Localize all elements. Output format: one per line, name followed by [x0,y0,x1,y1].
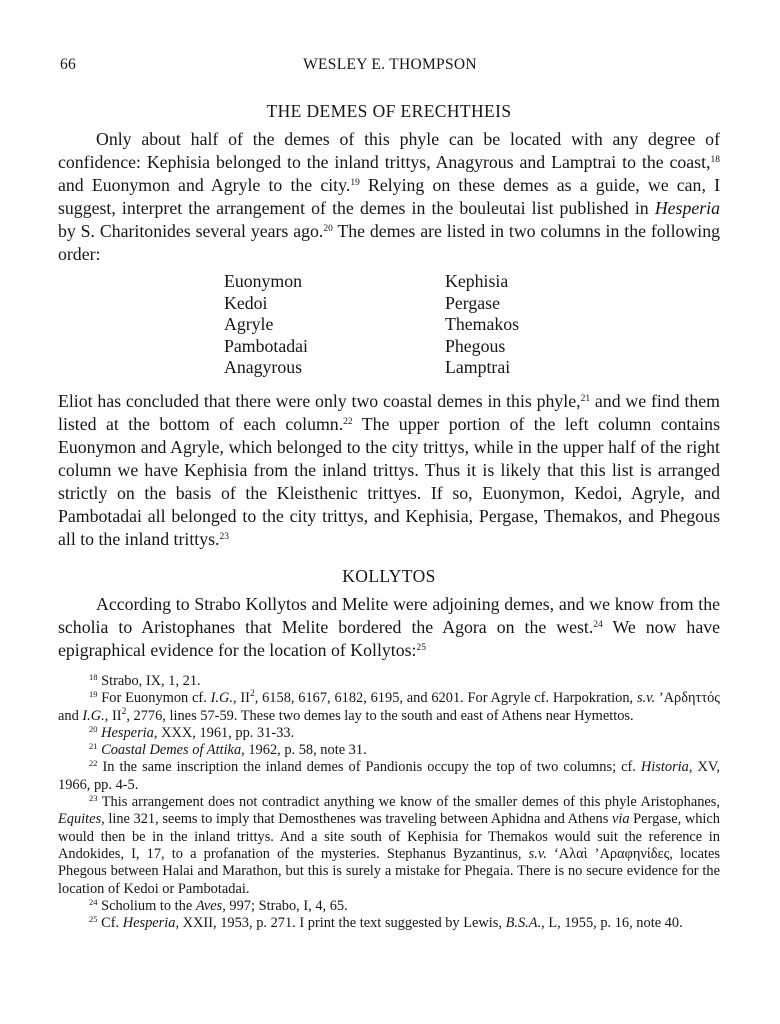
running-title: WESLEY E. THOMPSON [303,56,477,73]
footnote-24: $^{24}$ Scholium to the Aves, 997; Strabo, I, 4, 65. [89,896,348,914]
footnote-21: $^{21}$ Coastal Demes of Attika, 1962, p. 58, note 31. [89,741,367,759]
footnote-20: $^{20}$ Hesperia, XXX, 1961, pp. 31-33. [89,723,295,741]
footnote-number: 22 [89,758,98,769]
deme-name: Lamptrai [445,357,511,377]
deme-name: Agryle [224,314,274,334]
deme-name: Pambotadai [224,335,308,356]
footnote-23: $^{23}$ This arrangement does not contradict anything we know of the smaller demes of this phyle Aristophanes, Equites, line 321, seems to imply that Demosthenes was traveling between Aphidna and Athens via Pergase, which would then be in the inland trittys. And a site south of Kephisia for Themakos would suit the reference in Andokides, I, 17, to a profanation of the mysteries. Stephanus Byzantinus, s.v. ‘Αλαὶ ’Αραφηνίδες, locates Phegous between Halai and Marathon, but this is surely a mistake for Phegaia. There is no secure evidence for the location of Kedoi or Pambotadai. [58,793,721,897]
footnote-number: 24 [89,896,98,907]
deme-column-left [224,271,308,379]
footnote-number: 19 [89,689,98,700]
deme-name: Anagyrous [224,357,303,377]
deme-name: Phegous [445,335,506,356]
deme-name: Themakos [445,314,520,334]
intro-paragraph: Only about half of the demes of this phyle can be located with any degree of confidence: Kephisia belonged to the inland trittys, Anagyrous and Lamptrai to the coast,$^{18}$ and Euonymon and Agryle to the city.$^{19}$ Relying on these demes as a guide, we can, I suggest, interpret the arrangement of the demes in the bouleutai list published in Hesperia by S. Charitonides several years ago.$^{20}$ The demes are listed in two columns in the following order: [58,129,721,264]
footnote-ref-20: 20 [323,224,333,234]
kollytos-paragraph: According to Strabo Kollytos and Melite were adjoining demes, and we know from the scholia to Aristophanes that Melite bordered the Agora on the west.$^{24}$ We now have epigraphical evidence for the location of Kollytos:$^{25}$ [58,594,720,660]
footnote-ref-22: 22 [343,417,353,427]
deme-column-right [445,271,519,379]
deme-name: Kephisia [445,271,509,291]
discussion-block [58,390,720,551]
section-heading: THE DEMES OF ERECHTHEIS [266,101,512,121]
footnote-number: 20 [89,723,98,734]
footnote-19: $^{19}$ For Euonymon cf. I.G., $II^2$, 6158, 6167, 6182, 6195, and 6201. For Agryle cf. Harpokration, s.v. ’Αρδηττός and I.G., $II^2$, 2776, lines 57-59. These two demes lay to the south and east of Athens near Hymettos. [58,689,721,724]
footnote-25: $^{25}$ Cf. Hesperia, XXII, 1953, p. 271. I print the text suggested by Lewis, B.S.A., L, 1955, p. 16, note 40. [89,914,683,932]
footnote-number: 21 [89,741,98,752]
footnote-ref-24: 24 [593,620,603,630]
footnote-ref-19: 19 [350,178,360,188]
footnote-ref-18: 18 [710,155,720,165]
footnote-18: $^{18}$ Strabo, IX, 1, 21. [89,672,201,689]
journal-title: Hesperia [654,198,720,218]
footnote-22: $^{22}$ In the same inscription the inland demes of Pandionis occupy the top of two columns; cf. Historia, XV, 1966, pp. 4-5. [58,758,720,793]
footnote-number: 25 [89,914,98,925]
footnotes [58,673,720,932]
deme-name: Pergase [445,292,500,313]
footnote-number: 23 [89,793,98,804]
footnote-ref-21: 21 [580,394,591,404]
page-number: 66 [60,56,77,73]
section-heading: KOLLYTOS [342,566,436,586]
section-kollytos [58,566,720,662]
footnote-number: 18 [89,672,98,682]
deme-name: Kedoi [224,292,268,313]
footnote-ref-25: 25 [416,643,426,653]
section-demes-of-erechtheis [58,101,720,266]
footnote-ref-23: 23 [219,532,229,542]
deme-name: Euonymon [224,271,303,291]
discussion-paragraph: Eliot has concluded that there were only two coastal demes in this phyle,$^{21}$ and we find them listed at the bottom of each column.$^{22}$ The upper portion of the left column contains Euonymon and Agryle, which belonged to the city trittys, while in the upper half of the right column we have Kephisia from the inland trittys. Thus it is likely that this list is arranged strictly on the basis of the Kleisthenic trittyes. If so, Euonymon, Kedoi, Agryle, and Pambotadai all belonged to the city trittys, and Kephisia, Pergase, Themakos, and Phegous all to the inland trittys.$^{23}$ [58,391,720,549]
